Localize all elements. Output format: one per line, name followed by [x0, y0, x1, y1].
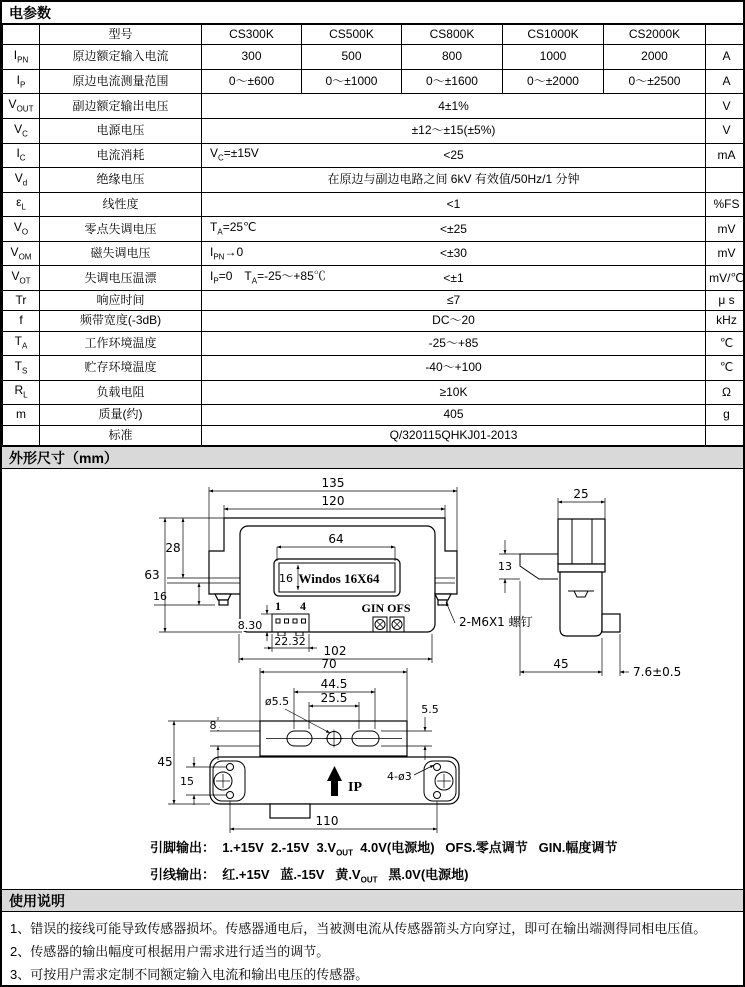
section-title-usage-notes — [2, 889, 743, 912]
cell-unit: %FS — [706, 192, 745, 217]
cell-value: $V_C=\pm 15V$ <25 — [202, 143, 706, 168]
table-row-vd — [3, 168, 745, 193]
cell-unit: μ s — [706, 291, 745, 311]
cell-value: 在原边与副边电路之间 6kV 有效值/50Hz/1 分钟 — [202, 168, 706, 193]
cell-value: DC～20 — [202, 311, 706, 331]
pin-4-label: 4 — [300, 599, 306, 613]
cell-value: $I_P=0$ $T_A=-25\sim+85℃$ <±1 — [202, 266, 706, 291]
cell-name: 线性度 — [40, 192, 202, 217]
pinout-label: 引脚输出： — [150, 840, 216, 855]
pin-1-label: 1 — [275, 599, 281, 613]
cell-value: 0～±2000 — [503, 69, 604, 94]
cell-name: 电流消耗 — [40, 143, 202, 168]
table-row-rl — [3, 380, 745, 405]
section-title-text: 外形尺寸（mm） — [9, 449, 118, 466]
dim-120: 120 — [321, 494, 345, 508]
cell-name: 响应时间 — [40, 291, 202, 311]
usage-note-2: 2、传感器的输出幅度可根据用户需求进行适当的调节。 — [10, 944, 330, 959]
cell-name: 负载电阻 — [40, 380, 202, 405]
dim-16-left: 16 — [153, 590, 167, 603]
cell-name: 电源电压 — [40, 119, 202, 144]
usage-notes — [2, 912, 743, 986]
cell-value: -40～+100 — [202, 356, 706, 381]
cell-value: ±12～±15(±5%) — [202, 119, 706, 144]
cell-unit — [706, 425, 745, 445]
dim-13: 13 — [498, 560, 512, 573]
cell-unit: g — [706, 405, 745, 425]
table-row-vot — [3, 266, 745, 291]
electrical-params-table — [2, 24, 745, 446]
side-view — [495, 487, 681, 679]
cell-sym: $V_O$ — [3, 217, 40, 242]
cell-name: 失调电压温漂 — [40, 266, 202, 291]
cell-unit: kHz — [706, 311, 745, 331]
cell-name: 原边电流测量范围 — [40, 69, 202, 94]
cell-value: 500 — [302, 45, 402, 70]
cell-sym: f — [3, 311, 40, 331]
pinout-line: 引脚输出： 1.+15V 2.-15V $3.V_{OUT}$ 4.0V(电源地) OFS.零点调节 GIN.幅度调节 — [150, 840, 618, 858]
section-title-text: 电参数 — [9, 4, 51, 21]
cell-model: CS1000K — [503, 25, 604, 45]
cell-unit — [706, 25, 745, 45]
cell-sym — [3, 425, 40, 445]
cell-value: 0～±2500 — [604, 69, 706, 94]
table-row-vc — [3, 119, 745, 144]
cell-unit: V — [706, 119, 745, 144]
cell-sym: $V_{OM}$ — [3, 241, 40, 266]
gin-ofs-label: GIN OFS — [361, 601, 411, 615]
cell-value: -25～+85 — [202, 331, 706, 356]
side-tab — [602, 614, 620, 632]
dim-dia-5-5: ø5.5 — [264, 695, 290, 708]
cell-name: 频带宽度(-3dB) — [40, 311, 202, 331]
cell-sym: $I_P$ — [3, 69, 40, 94]
cell-value: 0～±1000 — [302, 69, 402, 94]
test-condition: $I_{PN}\to 0$ — [210, 244, 244, 261]
usage-note-3: 3、可按用户需求定制不同额定输入电流和输出电压的传感器。 — [10, 967, 369, 982]
cell-unit: mV — [706, 241, 745, 266]
cell-sym: $I_{PN}$ — [3, 45, 40, 70]
cell-unit: mA — [706, 143, 745, 168]
section-title-text: 使用说明 — [9, 892, 65, 909]
table-row-m — [3, 405, 745, 425]
test-condition: $I_P=0$ $T_A=-25\sim+85℃$ — [210, 269, 326, 286]
window-size-label: Windos 16X64 — [298, 571, 380, 586]
mounting-foot-left — [215, 594, 231, 600]
dim-45-bottom: 45 — [157, 755, 173, 769]
cell-sym: $V_d$ — [3, 168, 40, 193]
table-row-ic — [3, 143, 745, 168]
usage-note-1: 1、错误的接线可能导致传感器损坏。传感器通电后，当被测电流从传感器箭头方向穿过，即可在输出端测得同相电压值。 — [10, 921, 707, 936]
bottom-view — [157, 657, 459, 833]
cell-value: 0～±600 — [202, 69, 302, 94]
test-condition: $V_C=\pm 15V$ — [210, 146, 259, 163]
section-title-electrical-params — [2, 2, 743, 24]
dim-15: 15 — [180, 775, 194, 788]
mounting-foot-right — [435, 594, 451, 600]
table-row-vo — [3, 217, 745, 242]
cell-name: 原边额定输入电流 — [40, 45, 202, 70]
cell-model: CS300K — [202, 25, 302, 45]
cell-value: Q/320115QHKJ01-2013 — [202, 425, 706, 445]
dimension-drawing — [2, 469, 743, 837]
dim-8: 8 — [209, 719, 217, 732]
wireout-line: 引线输出： 红.+15V 蓝.-15V 黄$.V_{OUT}$ 黑.0V(电源地) — [150, 866, 469, 885]
cell-sym: $V_C$ — [3, 119, 40, 144]
table-row-header — [3, 25, 745, 45]
cell-unit: mV — [706, 217, 745, 242]
cell-name: 贮存环境温度 — [40, 356, 202, 381]
test-condition: $T_A=25℃$ — [210, 220, 257, 237]
screw-callout: 2-M6X1 螺钉 — [459, 615, 533, 629]
dim-102: 102 — [323, 644, 347, 658]
dim-4-dia3: 4-ø3 — [387, 770, 412, 783]
table-row-ts — [3, 356, 745, 381]
cell-unit: ℃ — [706, 356, 745, 381]
dim-63: 63 — [144, 568, 160, 582]
dim-25-5: 25.5 — [320, 691, 348, 705]
dim-70: 70 — [321, 657, 337, 671]
table-row-vom — [3, 241, 745, 266]
cell-name: 型号 — [40, 25, 202, 45]
cell-value: 300 — [202, 45, 302, 70]
wireout-label: 引线输出： — [150, 866, 216, 882]
cell-sym: $V_{OUT}$ — [3, 94, 40, 119]
cell-value: $T_A=25℃$ <±25 — [202, 217, 706, 242]
front-view — [144, 476, 532, 663]
dim-44-5: 44.5 — [320, 677, 348, 691]
cell-sym: Tr — [3, 291, 40, 311]
cell-value: ≤7 — [202, 291, 706, 311]
cell-value: 4±1% — [202, 94, 706, 119]
cell-unit: Ω — [706, 380, 745, 405]
dimension-drawing-area — [2, 469, 743, 889]
cell-unit: V — [706, 94, 745, 119]
cell-model: CS800K — [402, 25, 503, 45]
table-row-ip — [3, 69, 745, 94]
dim-22-32: 22.32 — [274, 635, 306, 648]
cell-model: CS500K — [302, 25, 402, 45]
dim-5-5: 5.5 — [421, 703, 439, 716]
ip-label: IP — [348, 780, 362, 795]
cell-value: 0～±1600 — [402, 69, 503, 94]
side-flange — [520, 554, 558, 579]
cell-sym: $T_S$ — [3, 356, 40, 381]
table-row-f — [3, 311, 745, 331]
table-row-standard — [3, 425, 745, 445]
table-row-el — [3, 192, 745, 217]
cell-sym: $I_C$ — [3, 143, 40, 168]
bottom-connector-tab — [270, 804, 310, 818]
cell-name: 零点失调电压 — [40, 217, 202, 242]
cell-value: 405 — [202, 405, 706, 425]
cell-unit: ℃ — [706, 331, 745, 356]
cell-name: 质量(约) — [40, 405, 202, 425]
cell-name: 副边额定输出电压 — [40, 94, 202, 119]
cell-model: CS2000K — [604, 25, 706, 45]
table-row-tr — [3, 291, 745, 311]
cell-unit — [706, 168, 745, 193]
cell-value: 2000 — [604, 45, 706, 70]
cell-value: $I_{PN}\to 0$ <±30 — [202, 241, 706, 266]
table-row-ipn — [3, 45, 745, 70]
dim-110: 110 — [315, 814, 339, 828]
cell-unit: mV/℃ — [706, 266, 745, 291]
cell-name: 标准 — [40, 425, 202, 445]
cell-sym: $R_L$ — [3, 380, 40, 405]
dim-135: 135 — [321, 476, 345, 490]
cell-unit: A — [706, 69, 745, 94]
cell-name: 工作环境温度 — [40, 331, 202, 356]
cell-sym — [3, 25, 40, 45]
cell-unit: A — [706, 45, 745, 70]
dim-7-6: 7.6±0.5 — [633, 665, 682, 679]
cell-value: 1000 — [503, 45, 604, 70]
dim-8-30: 8.30 — [237, 619, 263, 632]
dim-28: 28 — [165, 541, 181, 555]
cell-name: 磁失调电压 — [40, 241, 202, 266]
cell-sym: $T_A$ — [3, 331, 40, 356]
cell-name: 绝缘电压 — [40, 168, 202, 193]
cell-sym: m — [3, 405, 40, 425]
cell-value: <1 — [202, 192, 706, 217]
cell-sym: $\varepsilon_L$ — [3, 192, 40, 217]
dim-16-window: 16 — [279, 572, 293, 585]
table-row-vout — [3, 94, 745, 119]
table-row-ta — [3, 331, 745, 356]
cell-value: 800 — [402, 45, 503, 70]
dim-25: 25 — [573, 487, 589, 501]
cell-value: ≥10K — [202, 380, 706, 405]
section-title-outline-dimensions — [2, 446, 743, 469]
dim-64: 64 — [328, 532, 344, 546]
dim-45-side: 45 — [553, 657, 569, 671]
cell-sym: $V_{OT}$ — [3, 266, 40, 291]
